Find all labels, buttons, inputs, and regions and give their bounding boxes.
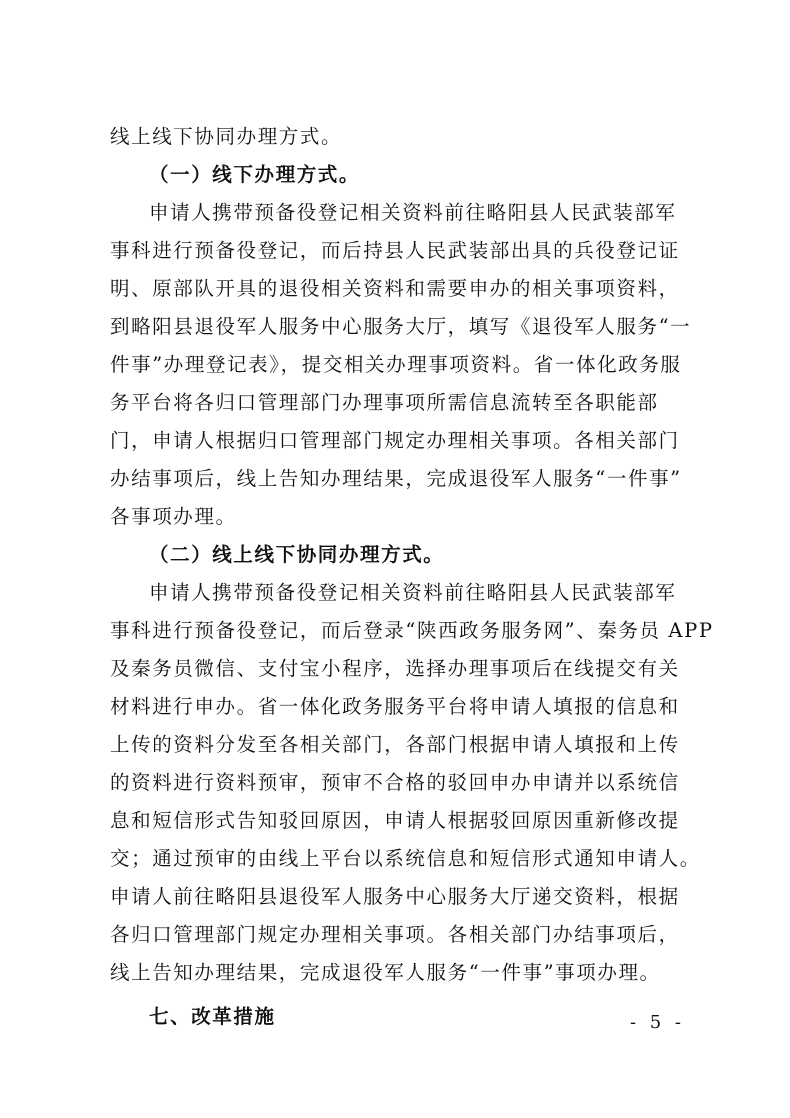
- paragraph-line: 事科进行预备役登记，而后持县人民武装部出具的兵役登记证: [110, 239, 680, 262]
- paragraph-line: 线上线下协同办理方式。: [110, 125, 343, 148]
- document-page: [110, 118, 714, 1036]
- paragraph-line: 件事”办理登记表》，提交相关办理事项资料。省一体化政务服: [110, 353, 682, 376]
- paragraph-line: 到略阳县退役军人服务中心服务大厅，填写《退役军人服务“一: [110, 315, 692, 338]
- paragraph-line: 上传的资料分发至各相关部门，各部门根据申请人填报和上传: [110, 733, 680, 756]
- section-heading-online-offline: （二）线上线下协同办理方式。: [149, 543, 445, 566]
- paragraph-line: 各事项办理。: [110, 505, 237, 528]
- paragraph-line: 明、原部队开具的退役相关资料和需要申办的相关事项资料，: [110, 277, 680, 300]
- paragraph-line: 申请人携带预备役登记相关资料前往略阳县人民武装部军: [149, 581, 677, 604]
- paragraph-line: 申请人携带预备役登记相关资料前往略阳县人民武装部军: [149, 201, 677, 224]
- paragraph-line: 门，申请人根据归口管理部门规定办理相关事项。各相关部门: [110, 429, 680, 452]
- paragraph-line: 办结事项后，线上告知办理结果，完成退役军人服务“一件事”: [110, 467, 682, 490]
- paragraph-line: 各归口管理部门规定办理相关事项。各相关部门办结事项后，: [110, 923, 680, 946]
- section-heading-offline: （一）线下办理方式。: [149, 163, 361, 186]
- paragraph-line: 务平台将各归口管理部门办理事项所需信息流转至各职能部: [110, 391, 659, 414]
- paragraph-line: 事科进行预备役登记，而后登录“陕西政务服务网”、秦务员 APP: [110, 619, 714, 642]
- paragraph-line: 息和短信形式告知驳回原因，申请人根据驳回原因重新修改提: [110, 809, 680, 832]
- paragraph-line: 线上告知办理结果，完成退役军人服务“一件事”事项办理。: [110, 961, 661, 984]
- page-number: - 5 -: [629, 1012, 685, 1033]
- paragraph-line: 交；通过预审的由线上平台以系统信息和短信形式通知申请人。: [110, 847, 701, 870]
- paragraph-line: 的资料进行资料预审，预审不合格的驳回申办申请并以系统信: [110, 771, 680, 794]
- section-heading-reform-measures: 七、改革措施: [149, 1005, 276, 1028]
- paragraph-line: 材料进行申办。省一体化政务服务平台将申请人填报的信息和: [110, 695, 680, 718]
- paragraph-line: 及秦务员微信、支付宝小程序，选择办理事项后在线提交有关: [110, 657, 680, 680]
- paragraph-line: 申请人前往略阳县退役军人服务中心服务大厅递交资料，根据: [110, 885, 680, 908]
